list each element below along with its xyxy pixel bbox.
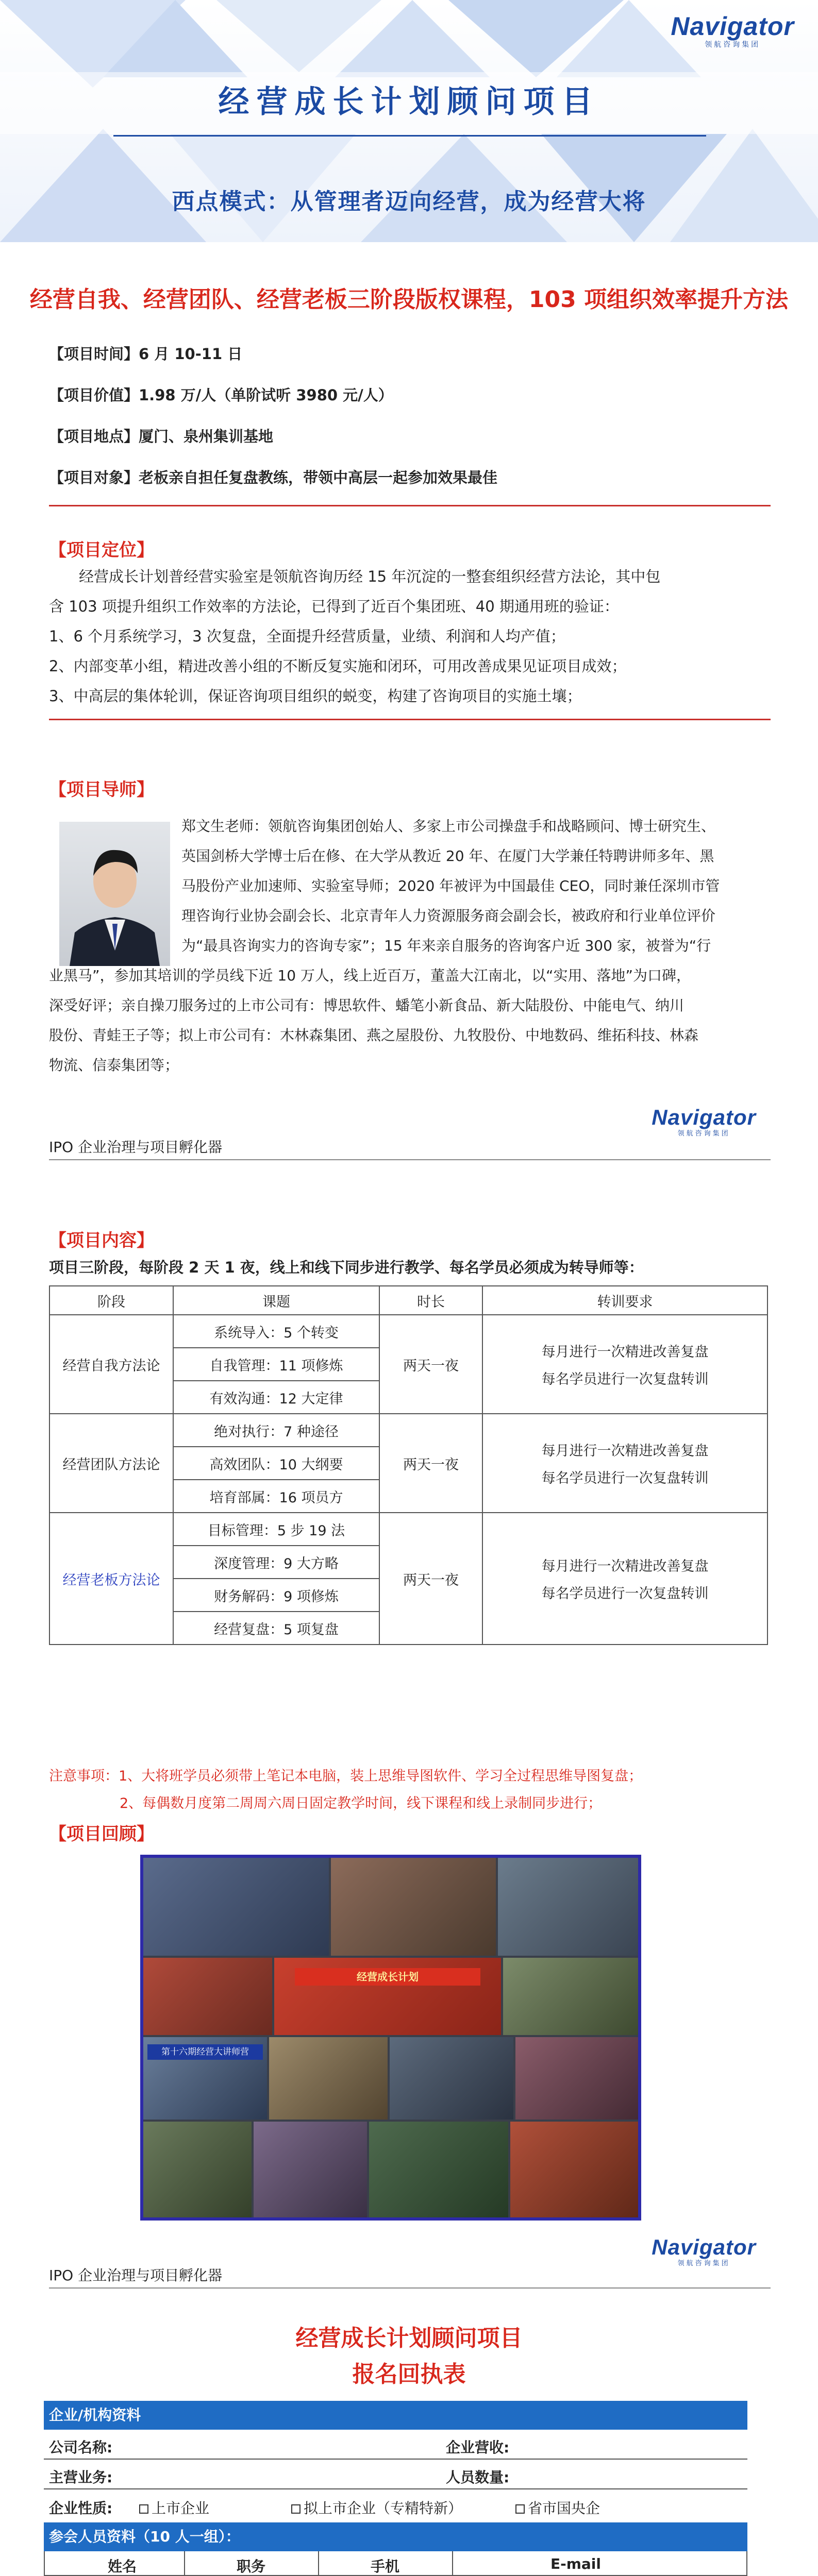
topic-cell: 经营复盘：5 项复盘 [173, 1612, 379, 1645]
review-photo-collage [140, 1855, 641, 2221]
title-underline [113, 135, 706, 137]
positioning-point-1: 1、6 个月系统学习，3 次复盘，全面提升经营质量，业绩、利润和人均产值； [49, 628, 565, 645]
requirement-2: 每名学员进行一次复盘转训 [541, 1586, 709, 1602]
mentor-bio-line: 马股份产业加速师、实验室导师；2020 年被评为中国最佳 CEO，同时兼任深圳市管 [181, 877, 720, 894]
positioning-text [49, 562, 771, 711]
info-audience: 【项目对象】老板亲自担任复盘教练，带领中高层一起参加效果最佳 [49, 469, 498, 486]
requirement-2: 每名学员进行一次复盘转训 [541, 1470, 709, 1486]
stage-name: 经营自我方法论 [49, 1315, 173, 1414]
photo-tile [331, 1858, 496, 1956]
requirement-2: 每名学员进行一次复盘转训 [541, 1371, 709, 1387]
divider [49, 1159, 771, 1160]
col-header-topic: 课题 [173, 1286, 379, 1315]
option-label: 拟上市企业（专精特新） [304, 2500, 463, 2517]
topic-cell: 自我管理：11 项修炼 [173, 1348, 379, 1381]
content-note-1: 注意事项：1、大将班学员必须带上笔记本电脑，装上思维导图软件、学习全过程思维导图复盘； [49, 1768, 643, 1784]
mentor-bio-line: 为“最具咨询实力的咨询专家”；15 年来亲自服务的咨询客户近 300 家，被誉为“行 [181, 937, 711, 954]
photo-tile [143, 1858, 329, 1956]
program-headline: 经营自我、经营团队、经营老板三阶段版权课程，103 项组织效率提升方法 [29, 286, 789, 313]
photo-tile [269, 2037, 388, 2120]
nature-option-soe[interactable] [515, 2497, 600, 2518]
form-title: 经营成长计划顾问项目 [295, 2325, 523, 2351]
photo-tile [369, 2122, 508, 2217]
company-name-label: 公司名称: [49, 2439, 113, 2456]
checkbox[interactable] [515, 2504, 525, 2514]
photo-tile [254, 2122, 367, 2217]
form-row [44, 2460, 747, 2489]
headcount-label: 人员数量: [446, 2469, 510, 2486]
divider [49, 505, 771, 506]
grid-line [184, 2551, 185, 2576]
mentor-bio-line: 理咨询行业协会副会长、北京青年人力资源服务商会副会长，被政府和行业单位评价 [181, 907, 716, 924]
info-time: 【项目时间】6 月 10-11 日 [49, 345, 243, 363]
stage-name: 经营老板方法论 [49, 1513, 173, 1645]
mentor-bio-line: 郑文生老师：领航咨询集团创始人、多家上市公司操盘手和战略顾问、博士研究生、 [181, 818, 716, 835]
col-name: 姓名 [107, 2558, 137, 2575]
positioning-intro-1: 经营成长计划普经营实验室是领航咨询历经 15 年沉淀的一整套组织经营方法论，其中包 [79, 568, 661, 585]
divider [49, 719, 771, 720]
ipo-label: IPO 企业治理与项目孵化器 [49, 2267, 223, 2284]
photo-banner: 第十六期经营大讲师营 [147, 2044, 263, 2060]
topic-cell: 有效沟通：12 大定律 [173, 1381, 379, 1414]
photo-tile [515, 2037, 638, 2120]
topic-cell: 高效团队：10 大纲要 [173, 1447, 379, 1480]
nature-option-pre-ipo[interactable] [291, 2497, 462, 2518]
nature-option-listed[interactable] [139, 2497, 209, 2518]
option-label: 省市国央企 [528, 2500, 600, 2517]
duration-cell: 两天一夜 [379, 1513, 482, 1645]
col-header-requirement: 转训要求 [482, 1286, 767, 1315]
col-header-stage: 阶段 [49, 1286, 173, 1315]
requirement-1: 每月进行一次精进改善复盘 [541, 1344, 709, 1360]
grid-line [318, 2551, 319, 2576]
photo-tile [503, 1958, 638, 2035]
mentor-bio-line: 业黑马”，参加其培训的学员线下近 10 万人，线上近百万，董盖大江南北，以“实用、落地”为口碑， [49, 967, 691, 984]
table-row [49, 1513, 767, 1546]
info-location: 【项目地点】厦门、泉州集训基地 [49, 428, 274, 445]
table-header-row [49, 1286, 767, 1315]
section-title-positioning: 【项目定位】 [49, 540, 154, 561]
info-price: 【项目价值】1.98 万/人（单阶试听 3980 元/人） [49, 386, 393, 404]
section-title-mentor: 【项目导师】 [49, 779, 154, 800]
photo-tile [143, 2122, 252, 2217]
requirement-cell [482, 1315, 767, 1414]
topic-cell: 深度管理：9 大方略 [173, 1546, 379, 1579]
photo-tile [498, 1858, 638, 1956]
photo-tile [143, 2037, 267, 2120]
logo-subtext: 领航咨询集团 [705, 41, 761, 49]
photo-tile [390, 2037, 513, 2120]
grid-line [452, 2551, 453, 2576]
attendee-section-bar: 参会人员资料（10 人一组）： [44, 2522, 747, 2551]
attendee-grid [44, 2551, 747, 2576]
mentor-bio-top [181, 811, 764, 931]
logo-subtext: 领航咨询集团 [677, 1130, 730, 1138]
page-title: 经营成长计划顾问项目 [218, 84, 600, 120]
positioning-intro-2: 含 103 项提升组织工作效率的方法论，已得到了近百个集团班、40 期通用班的验证： [49, 598, 619, 615]
revenue-label: 企业营收: [446, 2439, 510, 2456]
col-phone: 手机 [370, 2558, 399, 2575]
header-banner [0, 0, 818, 242]
topic-cell: 财务解码：9 项修炼 [173, 1579, 379, 1612]
col-header-duration: 时长 [379, 1286, 482, 1315]
form-row [44, 2430, 747, 2460]
mentor-bio-line: 物流、信泰集团等； [49, 1057, 179, 1074]
stage-name: 经营团队方法论 [49, 1414, 173, 1513]
logo-text: Navigator [652, 1105, 756, 1129]
requirement-cell [482, 1513, 767, 1645]
photo-tile [510, 2122, 638, 2217]
section-title-review: 【项目回顾】 [49, 1824, 154, 1844]
requirement-1: 每月进行一次精进改善复盘 [541, 1558, 709, 1574]
navigator-logo [671, 11, 794, 49]
nature-label: 企业性质: [49, 2500, 113, 2517]
topic-cell: 系统导入：5 个转变 [173, 1315, 379, 1348]
photo-tile [143, 1958, 272, 2035]
mentor-bio-line: 英国剑桥大学博士后在修、在大学从教近 20 年、在厦门大学兼任特聘讲师多年、黑 [181, 848, 714, 865]
option-label: 上市企业 [152, 2500, 210, 2517]
attendee-header-row [45, 2551, 746, 2576]
logo-text: Navigator [671, 12, 794, 41]
photo-tile [274, 1958, 501, 2035]
navigator-logo-small [652, 2235, 756, 2267]
content-desc: 项目三阶段，每阶段 2 天 1 夜，线上和线下同步进行教学、每名学员必须成为转导师等： [49, 1259, 644, 1276]
positioning-point-2: 2、内部变革小组，精进改善小组的不断反复实施和闭环，可用改善成果见证项目成效； [49, 657, 627, 675]
navigator-logo-small [652, 1105, 756, 1138]
requirement-1: 每月进行一次精进改善复盘 [541, 1443, 709, 1459]
topic-cell: 培育部属：16 项员方 [173, 1480, 379, 1513]
topic-cell: 目标管理：5 步 19 法 [173, 1513, 379, 1546]
mentor-bio-line: 深受好评；亲自操刀服务过的上市公司有：博思软件、蟠笔小新食品、新大陆股份、中能电气、纳川 [49, 997, 685, 1014]
col-email: E-mail [550, 2555, 601, 2572]
table-row [49, 1414, 767, 1447]
section-title-content: 【项目内容】 [49, 1230, 154, 1251]
duration-cell: 两天一夜 [379, 1315, 482, 1414]
divider [49, 2287, 771, 2289]
form-subtitle: 报名回执表 [352, 2361, 466, 2387]
col-title: 职务 [236, 2558, 265, 2575]
topic-cell: 绝对执行：7 种途径 [173, 1414, 379, 1447]
logo-text: Navigator [652, 2235, 756, 2259]
logo-subtext: 领航咨询集团 [677, 2260, 730, 2267]
table-row [49, 1315, 767, 1348]
course-table [49, 1285, 768, 1645]
page-subtitle: 西点模式：从管理者迈向经营，成为经营大将 [172, 189, 646, 215]
form-row [44, 2489, 747, 2521]
business-label: 主营业务: [49, 2469, 113, 2486]
requirement-cell [482, 1414, 767, 1513]
content-note-2: 2、每偶数月度第二周周六周日固定教学时间，线下课程和线上录制同步进行； [120, 1795, 602, 1811]
positioning-point-3: 3、中高层的集体轮训，保证咨询项目组织的蜕变，构建了咨询项目的实施土壤； [49, 687, 582, 705]
mentor-bio-line: 股份、青蛙王子等；拟上市公司有：木林森集团、燕之屋股份、九牧股份、中地数码、维拓科技、林森 [49, 1027, 699, 1044]
checkbox[interactable] [139, 2504, 148, 2514]
ipo-label: IPO 企业治理与项目孵化器 [49, 1139, 223, 1156]
duration-cell: 两天一夜 [379, 1414, 482, 1513]
company-section-bar: 企业/机构资料 [44, 2401, 747, 2430]
checkbox[interactable] [291, 2504, 301, 2514]
mentor-bio-full [49, 931, 771, 1080]
photo-banner: 经营成长计划 [295, 1968, 480, 1986]
